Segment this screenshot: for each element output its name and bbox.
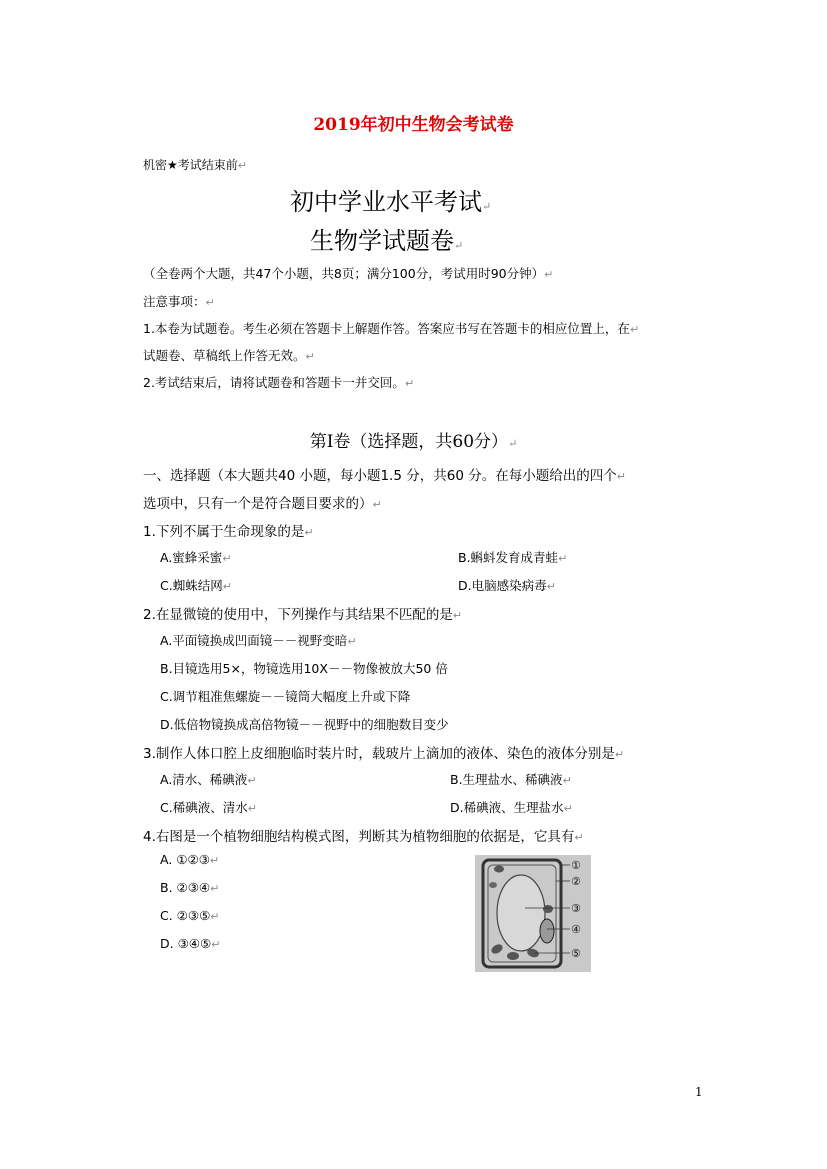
section-intro-line-2: 选项中，只有一个是符合题目要求的）↵ <box>143 496 382 512</box>
question-1-stem: 1.下列不属于生命现象的是↵ <box>143 524 314 540</box>
question-4-option-c: C. ②③⑤↵ <box>160 908 220 923</box>
note-1-line-1: 1.本卷为试题卷。考生必须在答题卡上解题作答。答案应书写在答题卡的相应位置上，在↵ <box>143 321 640 336</box>
notes-heading: 注意事项：↵ <box>143 294 215 309</box>
chloroplast <box>489 882 497 888</box>
question-1-option-c: C.蜘蛛结网↵ <box>160 578 232 593</box>
section-title: 第Ⅰ卷（选择题，共60分）↵ <box>309 432 518 452</box>
chloroplast <box>494 866 504 873</box>
vacuole <box>497 875 545 951</box>
question-3-option-c: C.稀碘液、清水↵ <box>160 800 257 815</box>
question-4-option-a: A. ①②③↵ <box>160 852 220 867</box>
exam-info: （全卷两个大题，共47个小题，共8页；满分100分，考试用时90分钟）↵ <box>143 266 554 281</box>
question-2-option-c: C.调节粗准焦螺旋－－镜筒大幅度上升或下降 <box>160 689 411 704</box>
question-4-option-b: B. ②③④↵ <box>160 880 220 895</box>
page-number: 1 <box>695 1085 703 1099</box>
chloroplast <box>543 905 553 913</box>
question-3-stem: 3.制作人体口腔上皮细胞临时装片时，载玻片上滴加的液体、染色的液体分别是↵ <box>143 746 625 762</box>
question-3-option-a: A.清水、稀碘液↵ <box>160 772 257 787</box>
figure-label-5: ⑤ <box>571 947 581 960</box>
section-intro-line-1: 一、选择题（本大题共40 小题，每小题1.5 分，共60 分。在每小题给出的四个↵ <box>143 468 626 484</box>
page-title: 2019年初中生物会考试卷 <box>313 115 514 135</box>
question-3-option-d: D.稀碘液、生理盐水↵ <box>450 800 573 815</box>
question-2-option-d: D.低倍物镜换成高倍物镜－－视野中的细胞数目变少 <box>160 717 449 732</box>
plant-cell-figure <box>475 855 591 972</box>
question-2-option-b: B.目镜选用5×，物镜选用10X－－物像被放大50 倍 <box>160 661 448 676</box>
question-1-option-b: B.蝌蚪发育成青蛙↵ <box>458 550 568 565</box>
note-1-line-2: 试题卷、草稿纸上作答无效。↵ <box>143 348 315 363</box>
figure-label-2: ② <box>571 875 581 888</box>
exam-title-line1: 初中学业水平考试↵ <box>290 188 492 216</box>
figure-label-4: ④ <box>571 923 581 936</box>
question-1-option-d: D.电脑感染病毒↵ <box>458 578 556 593</box>
question-4-option-d: D. ③④⑤↵ <box>160 936 221 951</box>
plant-cell-diagram <box>475 855 591 972</box>
nucleus <box>540 919 554 943</box>
question-3-option-b: B.生理盐水、稀碘液↵ <box>450 772 572 787</box>
exam-title-line2: 生物学试题卷↵ <box>310 227 464 255</box>
question-4-stem: 4.右图是一个植物细胞结构模式图，判断其为植物细胞的依据是，它具有↵ <box>143 829 584 845</box>
confidential-label: 机密★考试结束前↵ <box>143 158 247 172</box>
figure-label-3: ③ <box>571 902 581 915</box>
chloroplast <box>507 952 519 960</box>
question-1-option-a: A.蜜蜂采蜜↵ <box>160 550 232 565</box>
question-2-option-a: A.平面镜换成凹面镜－－视野变暗↵ <box>160 633 357 648</box>
note-2: 2.考试结束后，请将试题卷和答题卡一并交回。↵ <box>143 375 415 390</box>
figure-label-1: ① <box>571 859 581 872</box>
question-2-stem: 2.在显微镜的使用中，下列操作与其结果不匹配的是↵ <box>143 607 463 623</box>
